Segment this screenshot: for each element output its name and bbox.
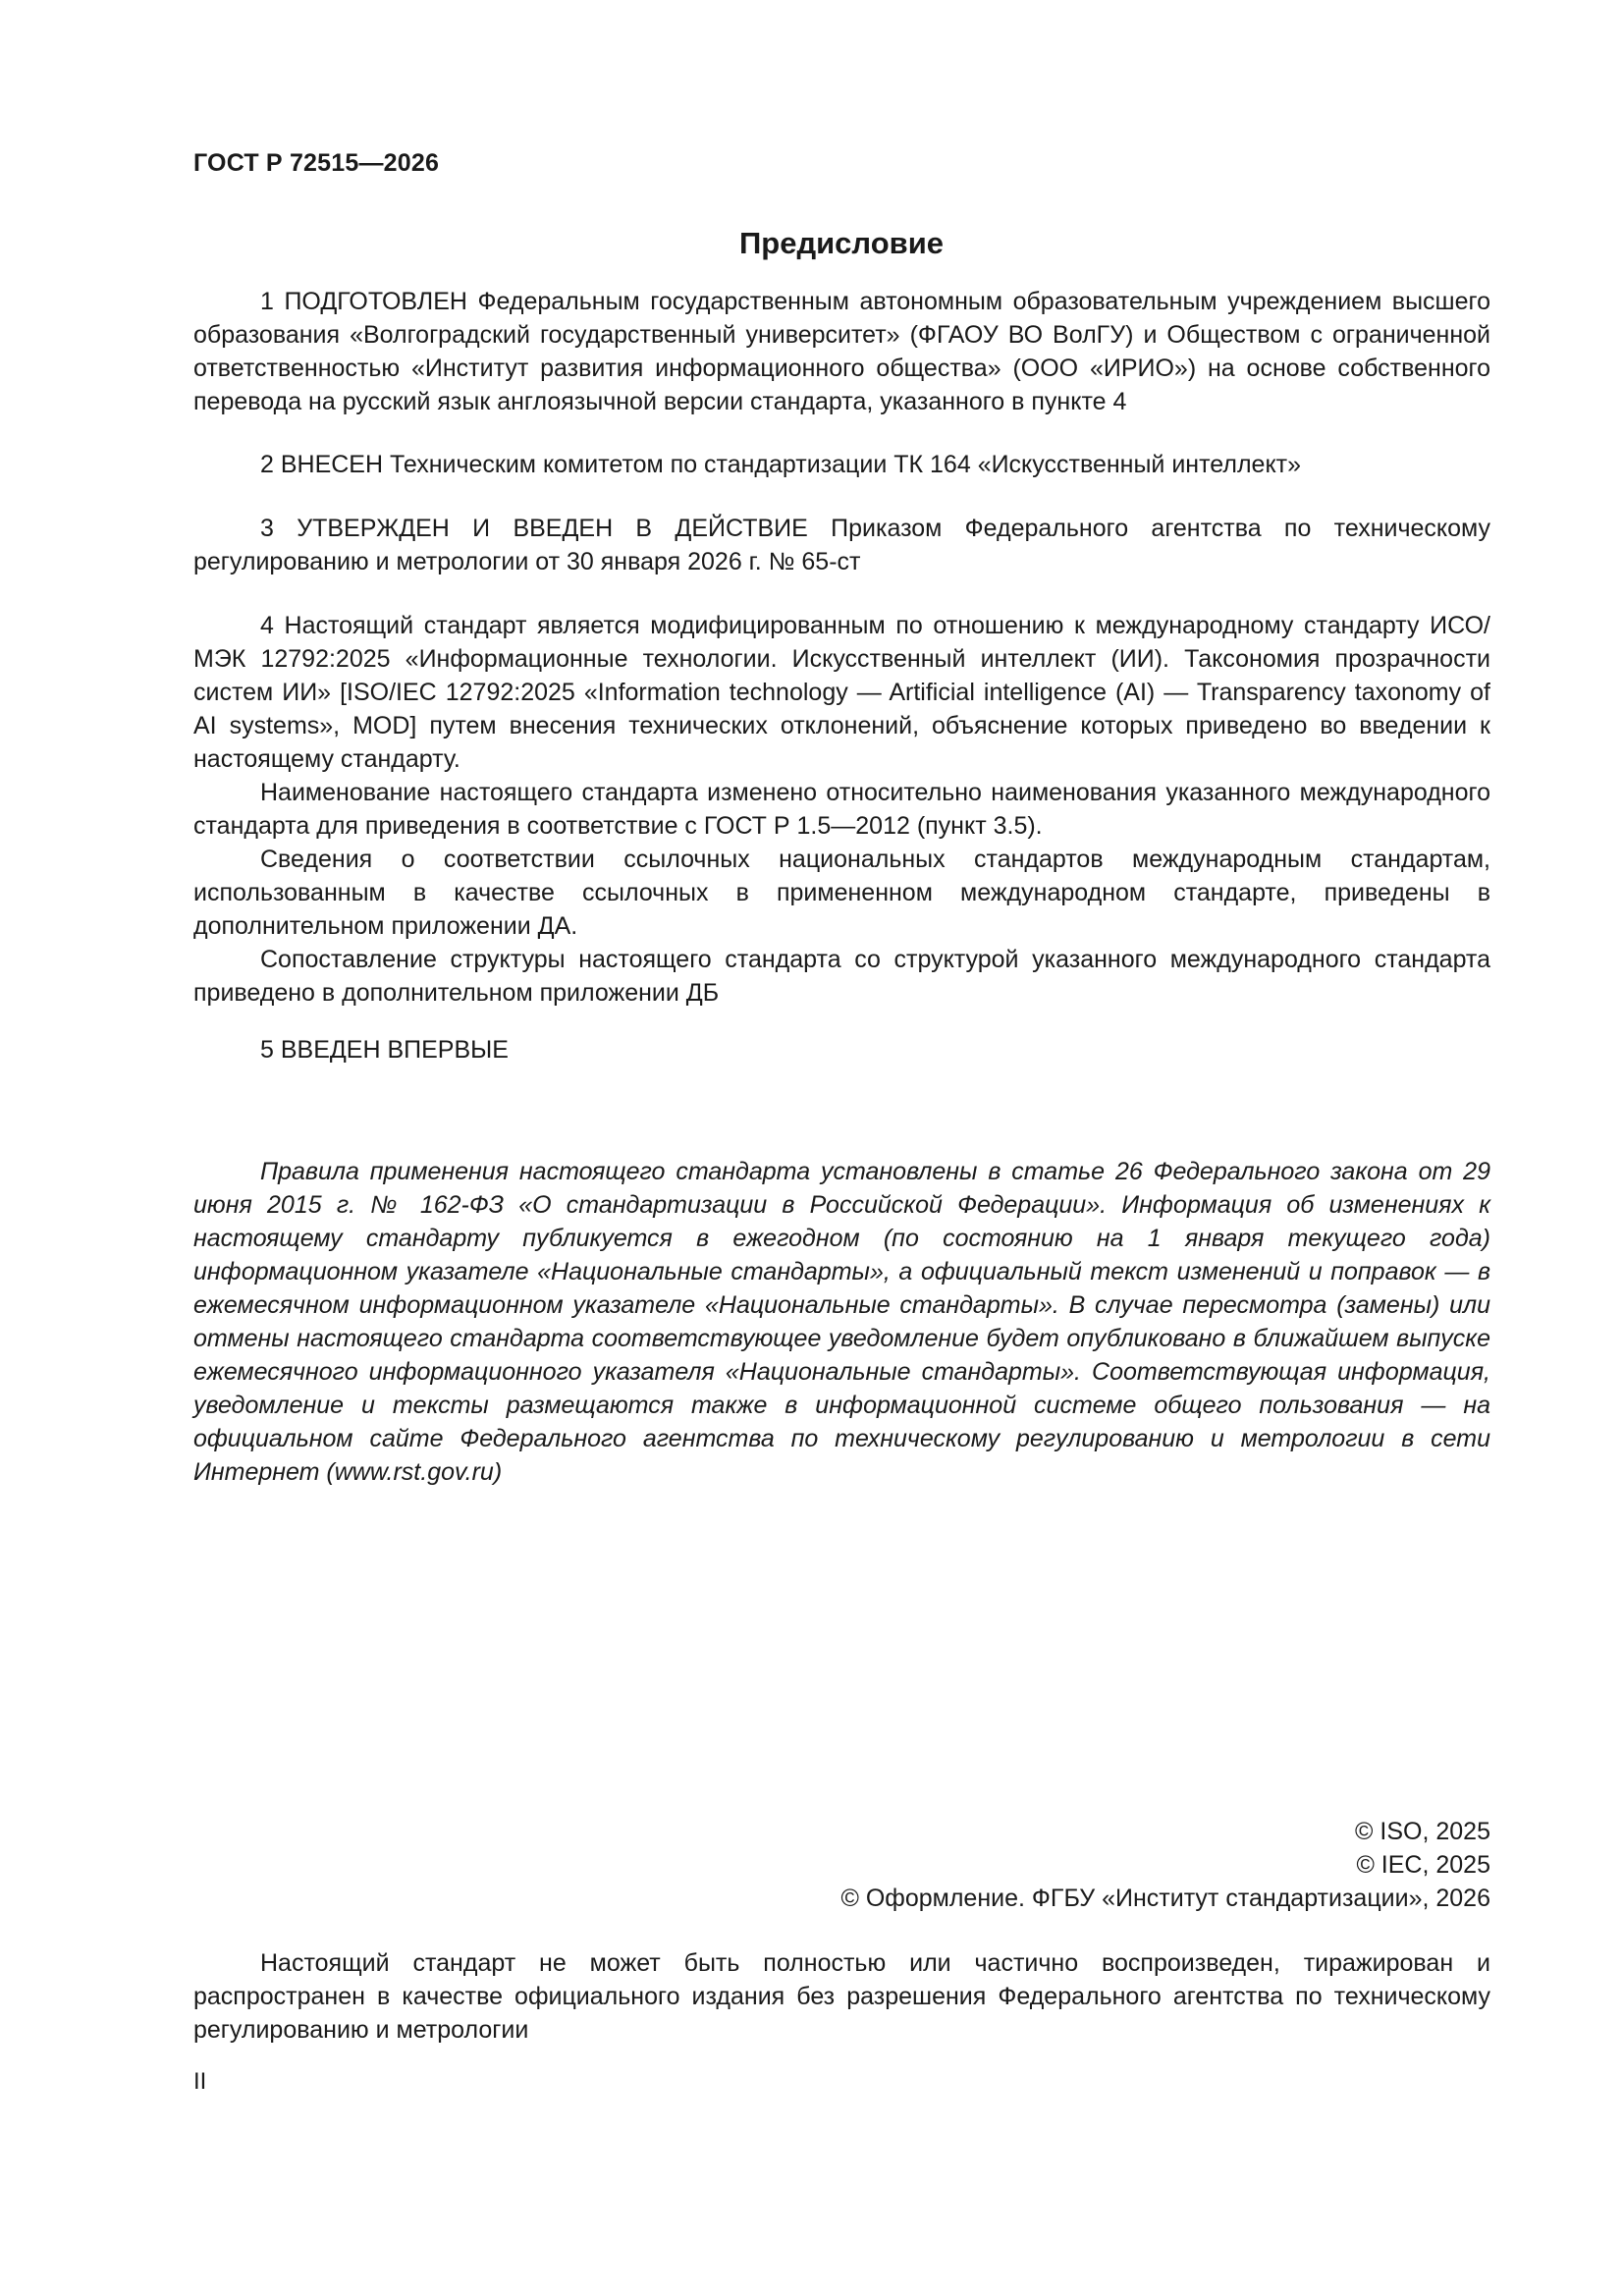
preface-item-3-text: 3 УТВЕРЖДЕН И ВВЕДЕН В ДЕЙСТВИЕ Приказом Федерального агентства по техническому регулированию и метрологии от 30 января 2026 г. № 65-ст	[193, 515, 1490, 575]
page-number: II	[193, 2068, 207, 2095]
preface-item-4-paragraph-3: Сведения о соответствии ссылочных национальных стандартов международным стандартам, использованным в качестве ссылочных в примененном международном стандарте, приведены в дополнительном приложении ДА.	[193, 846, 1490, 940]
preface-item-5	[193, 1033, 1490, 1066]
reproduction-notice	[193, 1946, 1490, 2047]
copyright-block	[840, 1815, 1490, 1915]
preface-item-4-paragraph-2: Наименование настоящего стандарта изменено относительно наименования указанного международного стандарта для приведения в соответствие с ГОСТ Р 1.5—2012 (пункт 3.5).	[193, 779, 1490, 840]
preface-item-4	[193, 609, 1490, 1010]
preface-item-1	[193, 285, 1490, 418]
preface-item-3	[193, 512, 1490, 578]
legal-notice-text: Правила применения настоящего стандарта установлены в статье 26 Федерального закона от 29 июня 2015 г. № 162-ФЗ «О стандартизации в Российской Федерации». Информация об изменениях к настоящему стандарту публикуется в ежегодном (по состоянию на 1 января текущего года) информационном указателе «Национальные стандарты», а официальный текст изменений и поправок — в ежемесячном информационном указателе «Национальные стандарты». В случае пересмотра (замены) или отмены настоящего стандарта соответствующее уведомление будет опубликовано в ближайшем выпуске ежемесячного информационного указателя «Национальные стандарты». Соответствующая информация, уведомление и тексты размещаются также в информационной системе общего пользования — на официальном сайте Федерального агентства по техническому регулированию и метрологии в сети Интернет (www.rst.gov.ru)	[193, 1158, 1490, 1486]
preface-item-4-paragraph-4: Сопоставление структуры настоящего стандарта со структурой указанного международного стандарта приведено в дополнительном приложении ДБ	[193, 946, 1490, 1007]
preface-item-2-text: 2 ВНЕСЕН Техническим комитетом по стандартизации ТК 164 «Искусственный интеллект»	[260, 451, 1302, 478]
preface-item-2	[193, 448, 1490, 481]
copyright-design: © Оформление. ФГБУ «Институт стандартизации», 2026	[840, 1885, 1490, 1912]
reproduction-notice-text: Настоящий стандарт не может быть полностью или частично воспроизведен, тиражирован и распространен в качестве официального издания без разрешения Федерального агентства по техническому регулированию и метрологии	[193, 1949, 1490, 2044]
preface-item-4-paragraph-1: 4 Настоящий стандарт является модифицированным по отношению к международному стандарту ИСО/МЭК 12792:2025 «Информационные технологии. Искусственный интеллект (ИИ). Таксономия прозрачности систем ИИ» [ISO/IEC 12792:2025 «Information technology — Artificial intelligence (AI) — Transparency taxonomy of AI systems», MOD] путем внесения технических отклонений, объяснение которых приведено во введении к настоящему стандарту.	[193, 612, 1490, 773]
preface-item-1-text: 1 ПОДГОТОВЛЕН Федеральным государственным автономным образовательным учреждением высшего образования «Волгоградский государственный университет» (ФГАОУ ВО ВолГУ) и Обществом с ограниченной ответственностью «Институт развития информационного общества» (ООО «ИРИО») на основе собственного перевода на русский язык англоязычной версии стандарта, указанного в пункте 4	[193, 288, 1490, 415]
copyright-iec: © IEC, 2025	[1356, 1851, 1490, 1879]
legal-notice	[193, 1155, 1490, 1489]
document-code: ГОСТ Р 72515—2026	[193, 149, 440, 177]
copyright-iso: © ISO, 2025	[1355, 1818, 1490, 1845]
page-title: Предисловие	[738, 226, 944, 260]
preface-item-5-text: 5 ВВЕДЕН ВПЕРВЫЕ	[260, 1036, 509, 1064]
